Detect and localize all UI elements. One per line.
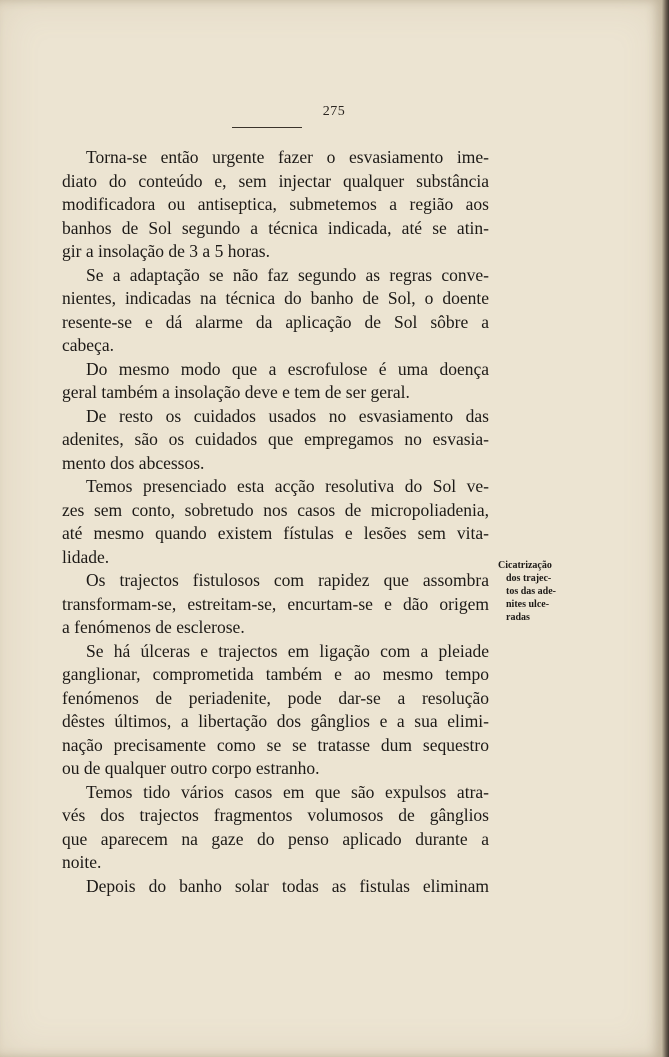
text-line: resente-se e dá alarme da aplicação de Sol sôbre a <box>62 311 489 332</box>
text-line: De resto os cuidados usados no esvasiamento das <box>86 405 489 426</box>
text-line: adenites, são os cuidados que empregamos no esvasia- <box>62 429 489 449</box>
text-line: noite. <box>62 852 102 872</box>
text-line: ou de qualquer outro corpo estranho. <box>62 758 320 778</box>
margin-note-line: nites ulce- <box>506 599 550 610</box>
text-line: diato do conteúdo e, sem injectar qualquer substância <box>62 170 489 191</box>
margin-note <box>498 559 574 624</box>
text-line: Torna-se então urgente fazer o esvasiamento ime- <box>86 147 489 167</box>
text-line: vés dos trajectos fragmentos volumosos de gânglios <box>62 805 489 825</box>
text-line: lidade. <box>62 546 110 567</box>
text-line: Se a adaptação se não faz segundo as regras conve- <box>86 264 489 285</box>
text-line: modificadora ou antiseptica, submetemos a região aos <box>62 194 489 214</box>
text-line: Temos presenciado esta acção resolutiva do Sol ve- <box>86 476 489 496</box>
text-line: Depois do banho solar todas as fistulas eliminam <box>86 875 489 896</box>
page-edge <box>662 0 669 1057</box>
margin-note-line: tos das ade- <box>506 586 557 597</box>
text-line: até mesmo quando existem fístulas e lesões sem vita- <box>62 523 489 543</box>
text-line: banhos de Sol segundo a técnica indicada, até se atin- <box>62 217 489 238</box>
page-number: 275 <box>322 104 346 119</box>
text-line: que aparecem na gaze do penso aplicado durante a <box>62 828 489 849</box>
text-line: nientes, indicadas na técnica do banho de Sol, o doente <box>62 288 489 308</box>
text-line: Se há úlceras e trajectos em ligação com a pleiade <box>86 640 489 661</box>
text-line: dêstes últimos, a libertação dos gânglios e a sua elimi- <box>62 711 489 731</box>
text-line: mento dos abcessos. <box>62 452 205 473</box>
text-line: transformam-se, estreitam-se, encurtam-se e dão origem <box>62 593 489 614</box>
text-line: ganglionar, comprometida também e ao mesmo tempo <box>62 664 489 684</box>
margin-note-line: radas <box>506 612 530 623</box>
margin-note-line: dos trajec- <box>506 573 552 584</box>
text-line: geral também a insolação deve e tem de ser geral. <box>62 382 410 402</box>
text-line: fenómenos de periadenite, pode dar-se a resolução <box>62 687 489 708</box>
margin-note-line: Cicatrização <box>498 560 552 571</box>
text-line: a fenómenos de esclerose. <box>62 617 245 637</box>
text-line: gir a insolação de 3 a 5 horas. <box>62 241 270 261</box>
text-line: Do mesmo modo que a escrofulose é uma doença <box>86 358 489 379</box>
body-text <box>62 146 489 898</box>
text-line: Temos tido vários casos em que são expulsos atra- <box>86 781 489 802</box>
page-number-rule <box>232 127 302 128</box>
text-line: Os trajectos fistulosos com rapidez que assombra <box>86 570 489 590</box>
text-line: zes sem conto, sobretudo nos casos de micropoliadenia, <box>62 499 489 520</box>
text-line: nação precisamente como se se tratasse dum sequestro <box>62 734 489 755</box>
text-line: cabeça. <box>62 335 114 355</box>
